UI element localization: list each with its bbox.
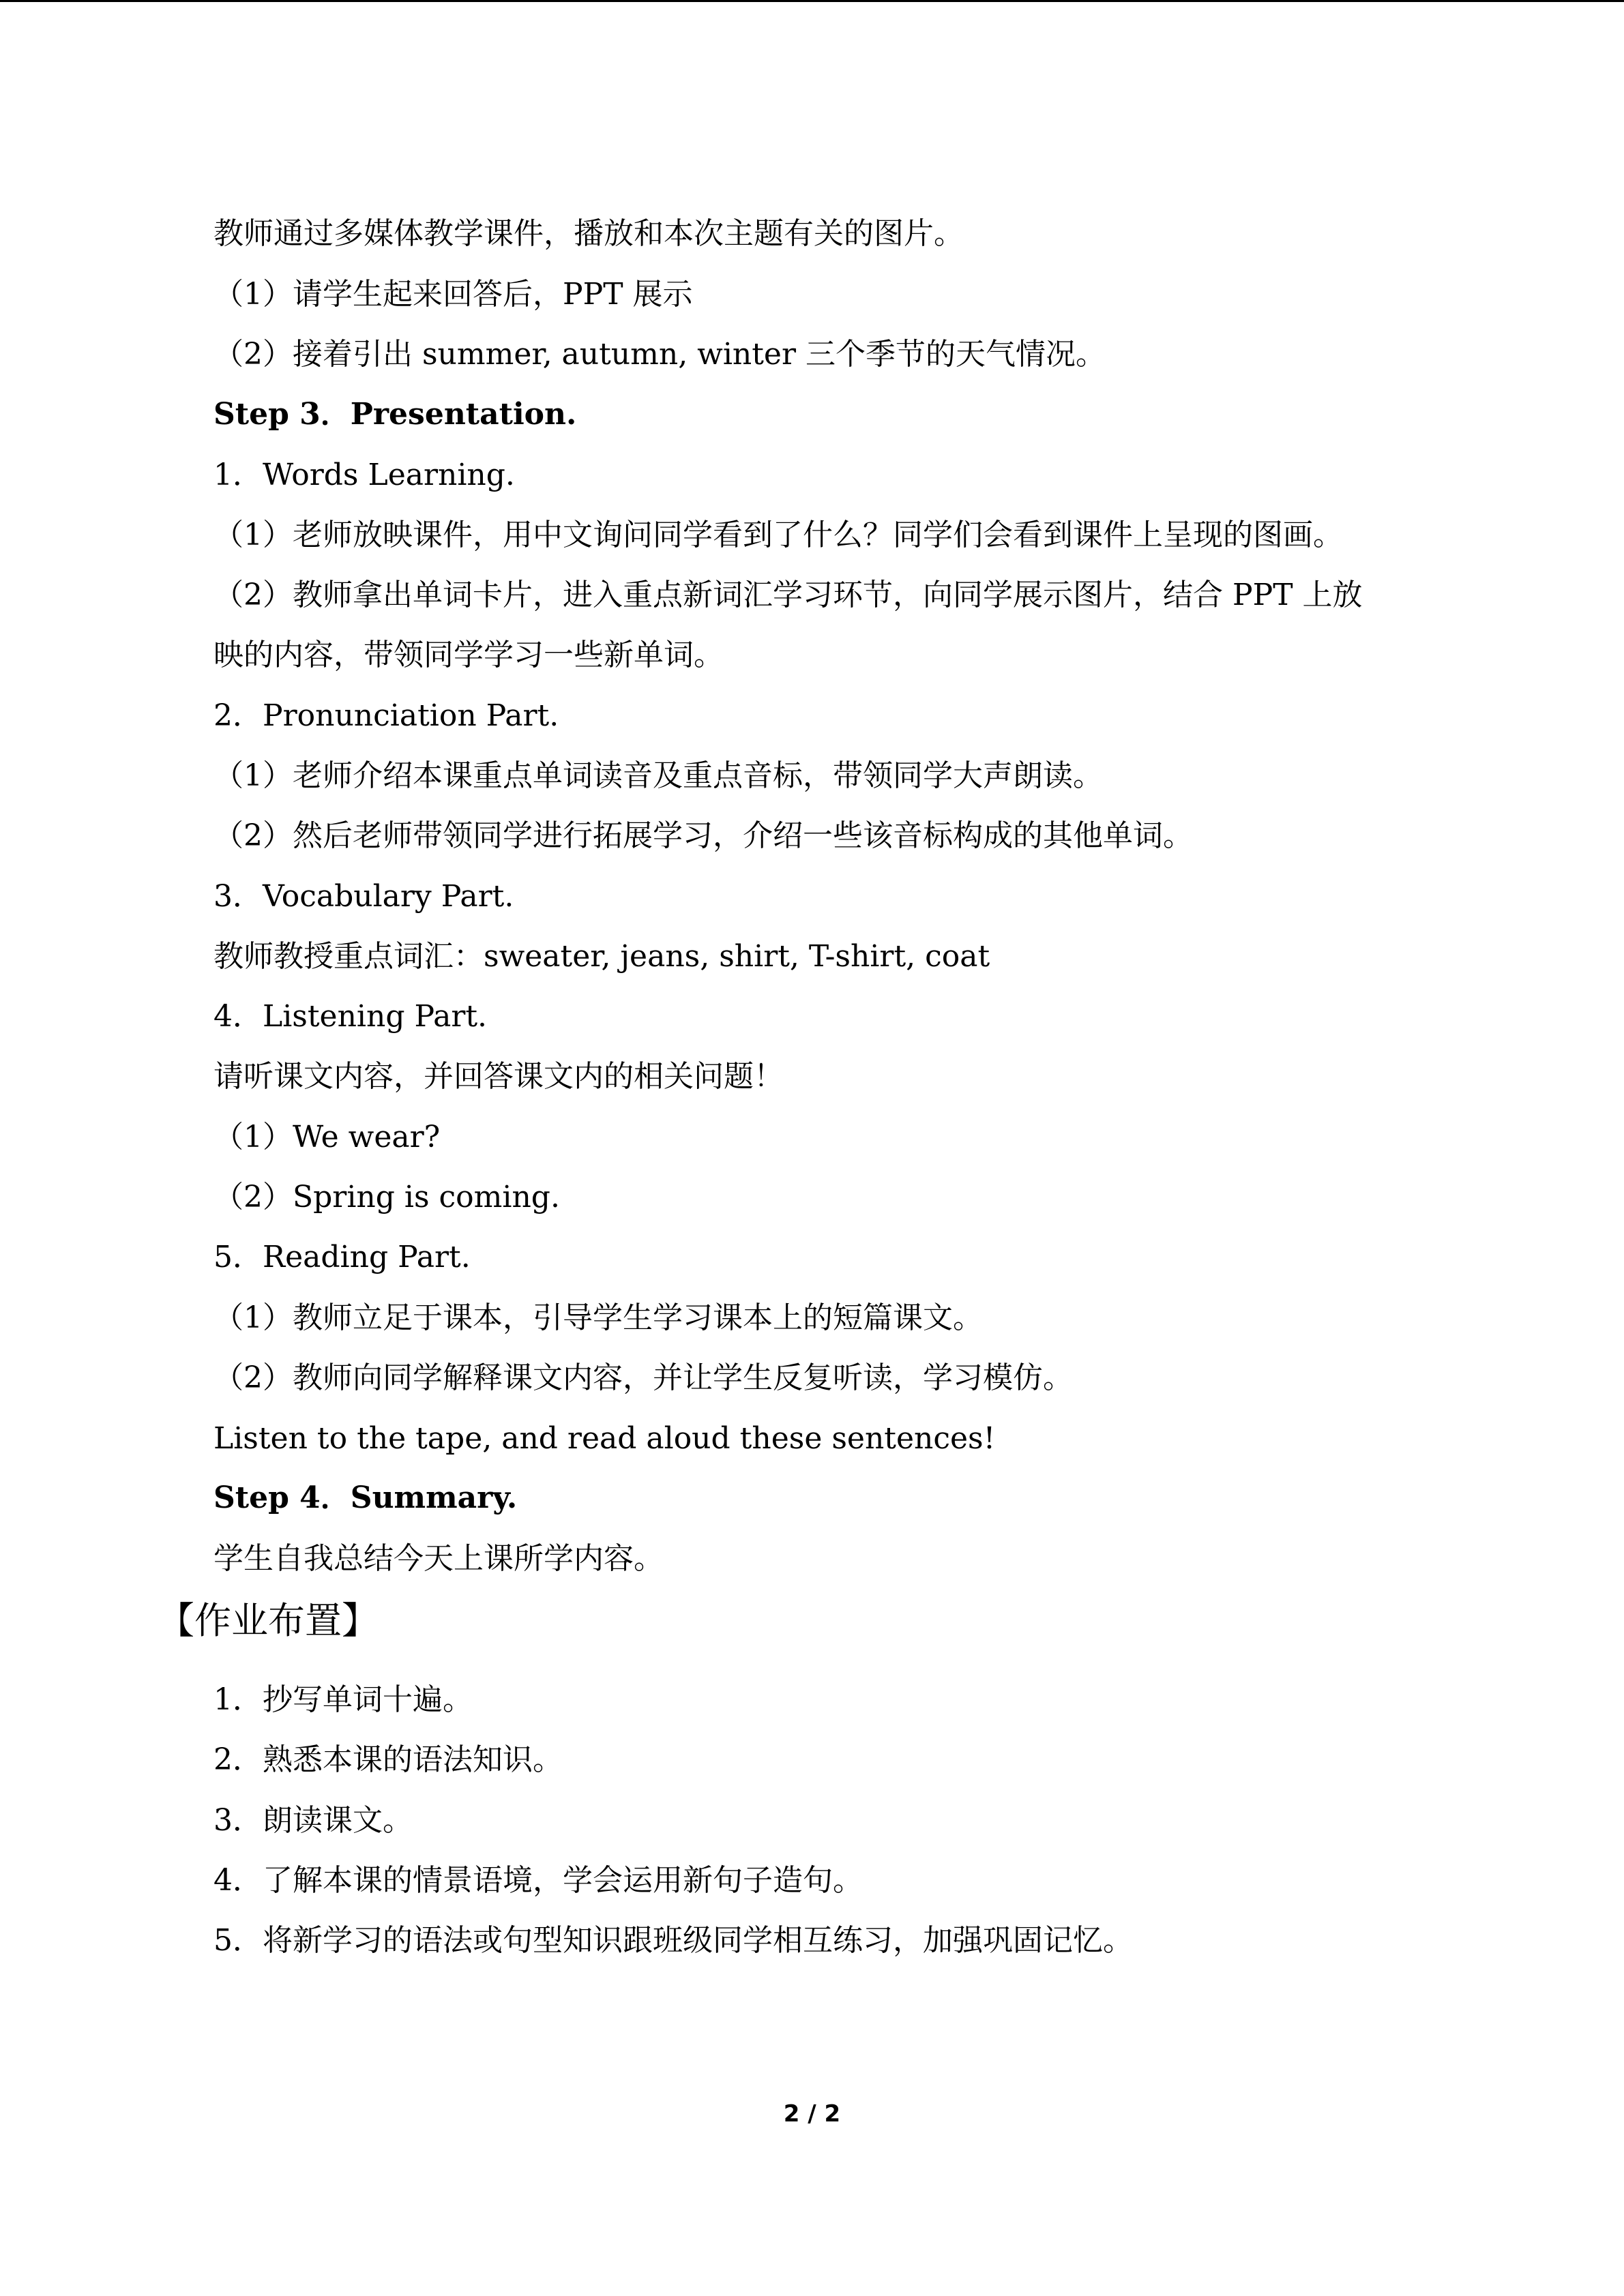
paragraph-text: 学生自我总结今天上课所学内容。 xyxy=(213,1541,664,1576)
subsection-title: 5．Reading Part. xyxy=(213,1240,471,1274)
paragraph-text: 教师教授重点词汇：sweater, jeans, shirt, T-shirt, coat xyxy=(213,939,990,974)
paragraph-step-item: （2）Spring is coming. xyxy=(213,1180,560,1214)
homework-heading: 【作业布置】 xyxy=(158,1599,379,1642)
paragraph-text: Listen to the tape, and read aloud these sentences! xyxy=(213,1421,996,1456)
homework-item: 1．抄写单词十遍。 xyxy=(213,1682,473,1717)
paragraph-intro: 教师通过多媒体教学课件，播放和本次主题有关的图片。 xyxy=(213,216,964,251)
paragraph-text: 请听课文内容，并回答课文内的相关问题！ xyxy=(213,1059,784,1094)
subsection-title: 1．Words Learning. xyxy=(213,458,515,492)
step-heading: Step 4．Summary. xyxy=(213,1480,518,1515)
step-heading: Step 3．Presentation. xyxy=(213,397,577,432)
paragraph-step-item: （2）教师拿出单词卡片，进入重点新词汇学习环节，向同学展示图片，结合 PPT 上放 xyxy=(213,578,1363,612)
paragraph-continuation: 映的内容，带领同学学习一些新单词。 xyxy=(213,638,724,672)
paragraph-step-item: （1）请学生起来回答后，PPT 展示 xyxy=(213,277,693,312)
homework-item: 4．了解本课的情景语境，学会运用新句子造句。 xyxy=(213,1863,863,1898)
paragraph-step-item: （1）老师介绍本课重点单词读音及重点音标，带领同学大声朗读。 xyxy=(213,758,1103,793)
subsection-title: 3．Vocabulary Part. xyxy=(213,879,514,914)
paragraph-step-item: （1）教师立足于课本，引导学生学习课本上的短篇课文。 xyxy=(213,1300,983,1335)
subsection-title: 2．Pronunciation Part. xyxy=(213,698,559,733)
top-border-rule xyxy=(0,0,1624,2)
subsection-title: 4．Listening Part. xyxy=(213,999,488,1034)
homework-item: 3．朗读课文。 xyxy=(213,1803,413,1838)
homework-item: 5．将新学习的语法或句型知识跟班级同学相互练习，加强巩固记忆。 xyxy=(213,1923,1133,1958)
paragraph-step-item: （2）然后老师带领同学进行拓展学习，介绍一些该音标构成的其他单词。 xyxy=(213,818,1193,853)
page-number: 2 / 2 xyxy=(783,2100,841,2128)
paragraph-step-item: （2）接着引出 summer, autumn, winter 三个季节的天气情况。 xyxy=(213,337,1106,372)
paragraph-step-item: （1）We wear? xyxy=(213,1120,441,1154)
homework-item: 2．熟悉本课的语法知识。 xyxy=(213,1742,563,1777)
paragraph-step-item: （1）老师放映课件，用中文询问同学看到了什么？同学们会看到课件上呈现的图画。 xyxy=(213,518,1343,552)
paragraph-step-item: （2）教师向同学解释课文内容，并让学生反复听读，学习模仿。 xyxy=(213,1360,1073,1395)
